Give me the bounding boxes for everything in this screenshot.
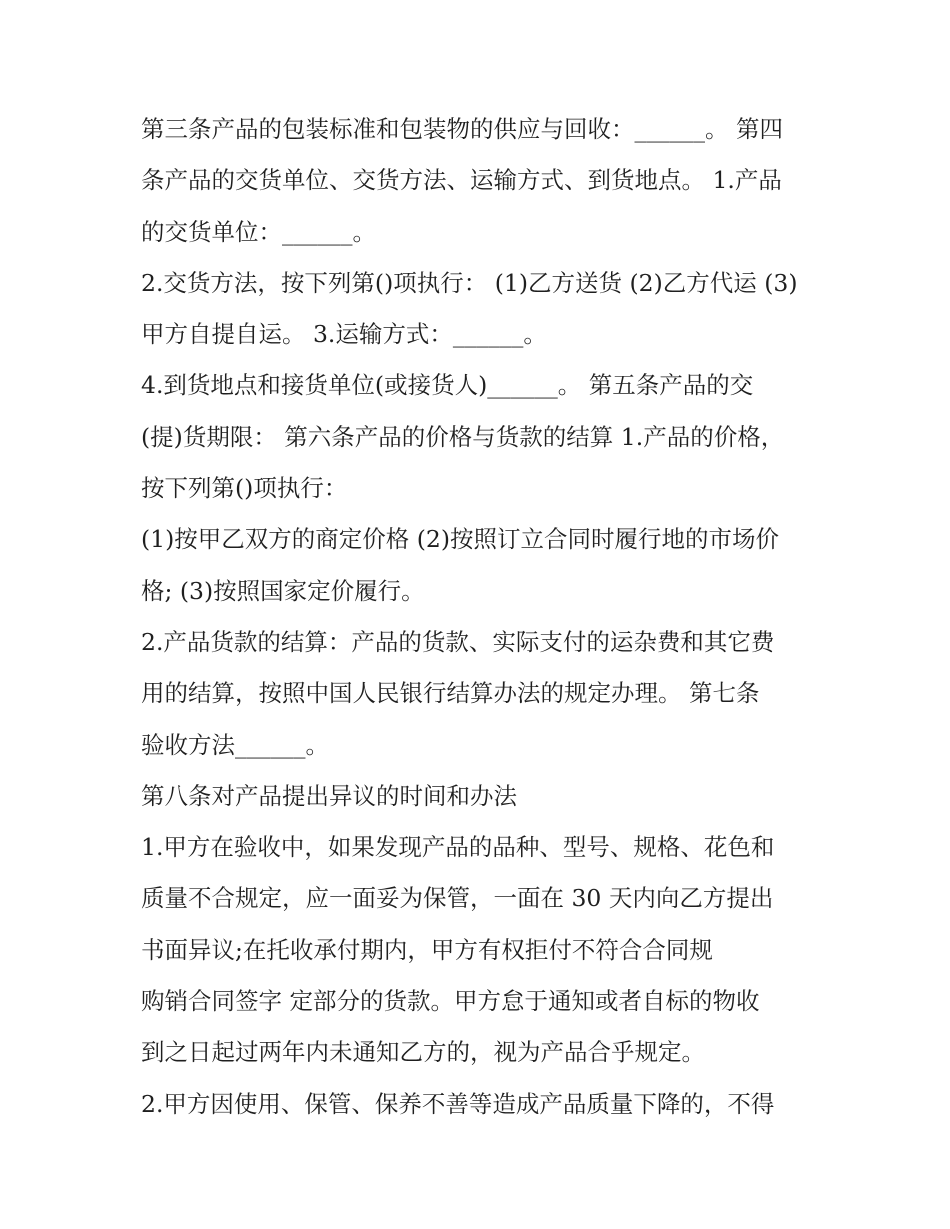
text-line: (提)货期限： 第六条产品的价格与货款的结算 1.产品的价格， [141,422,785,451]
contract-text [141,104,821,1130]
text-line: 验收方法______。 [141,730,329,759]
text-line: 到之日起过两年内未通知乙方的，视为产品合乎规定。 [141,1038,705,1067]
text-line: 书面异议;在托收承付期内，甲方有权拒付不符合合同规 [141,935,713,964]
text-line: 的交货单位：______。 [141,217,376,246]
text-line: 4.到货地点和接货单位(或接货人)______。 第五条产品的交 [141,371,754,400]
text-line: 质量不合规定，应一面妥为保管，一面在 30 天内向乙方提出 [141,884,774,913]
text-line: 第八条对产品提出异议的时间和办法 [141,781,517,810]
text-line: 1.甲方在验收中，如果发现产品的品种、型号、规格、花色和 [141,833,775,862]
text-line: 2.产品货款的结算：产品的货款、实际支付的运杂费和其它费 [141,627,775,656]
text-line: 按下列第()项执行： [141,474,348,503]
text-line: 购销合同签字 定部分的货款。甲方怠于通知或者自标的物收 [141,987,760,1016]
text-line: 第三条产品的包装标准和包装物的供应与回收：______。 第四 [141,115,783,143]
text-line: (1)按甲乙双方的商定价格 (2)按照订立合同时履行地的市场价 [141,525,780,554]
text-line: 格; (3)按照国家定价履行。 [141,576,425,605]
text-line: 用的结算，按照中国人民银行结算办法的规定办理。 第七条 [141,679,760,708]
text-line: 条产品的交货单位、交货方法、运输方式、到货地点。 1.产品 [141,166,782,195]
text-line: 甲方自提自运。 3.运输方式：______。 [141,320,547,349]
text-line: 2.交货方法，按下列第()项执行： (1)乙方送货 (2)乙方代运 (3) [141,268,798,297]
text-line: 2.甲方因使用、保管、保养不善等造成产品质量下降的，不得 [141,1089,775,1118]
